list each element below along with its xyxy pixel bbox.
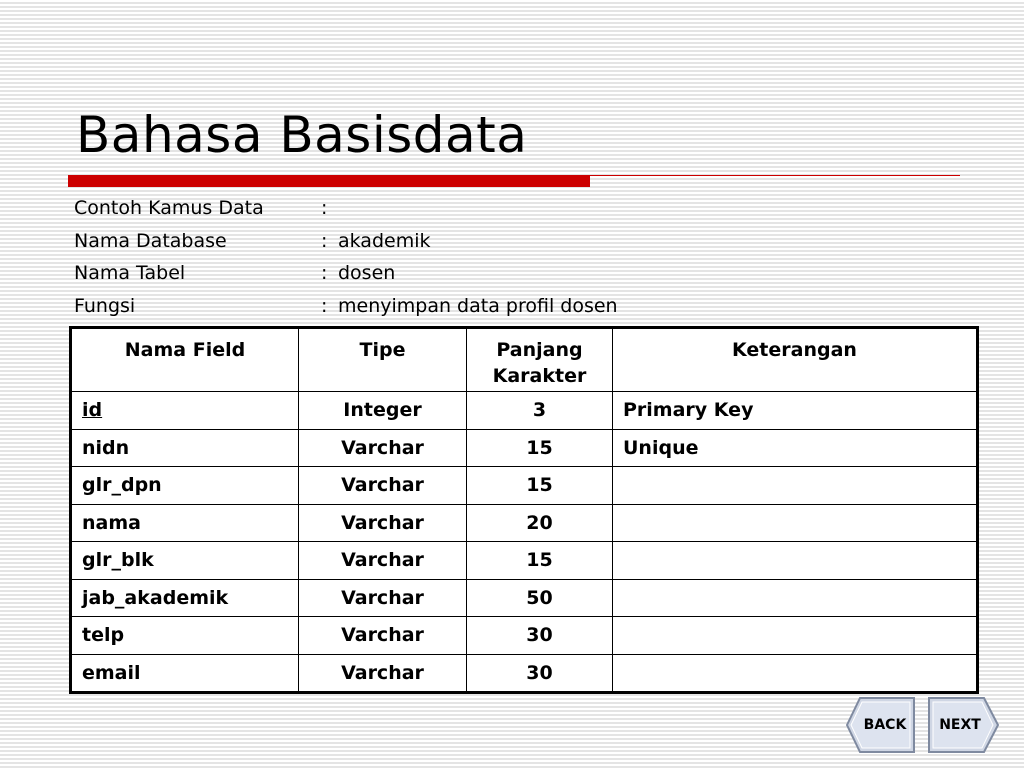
table-row [71, 429, 978, 467]
meta-value: menyimpan data profil dosen [338, 294, 618, 317]
back-button-label: BACK [863, 717, 907, 733]
cell-panjang: 3 [467, 392, 613, 430]
meta-row [74, 290, 618, 323]
column-header-tipe: Tipe [299, 328, 467, 392]
meta-row [74, 257, 618, 290]
cell-field: jab_akademik [71, 579, 299, 617]
cell-field: nama [71, 504, 299, 542]
meta-separator: : [321, 197, 328, 220]
meta-row [74, 192, 618, 225]
primary-key-field: id [82, 399, 103, 422]
cell-keterangan: Unique [613, 429, 978, 467]
meta-label: Fungsi [74, 294, 136, 317]
column-header-nama-field: Nama Field [71, 328, 299, 392]
table-row [71, 392, 978, 430]
meta-value: dosen [338, 262, 396, 285]
meta-row [74, 225, 618, 258]
cell-tipe: Varchar [299, 542, 467, 580]
column-header-panjang-karakter [467, 328, 613, 392]
cell-keterangan [613, 467, 978, 505]
table-row [71, 467, 978, 505]
cell-tipe: Varchar [299, 504, 467, 542]
cell-field: nidn [71, 429, 299, 467]
cell-panjang: 30 [467, 654, 613, 693]
next-button-label: NEXT [939, 717, 981, 733]
meta-separator: : [321, 294, 328, 317]
cell-field [71, 392, 299, 430]
cell-tipe: Varchar [299, 579, 467, 617]
meta-separator: : [321, 262, 328, 285]
cell-keterangan [613, 617, 978, 655]
cell-keterangan [613, 579, 978, 617]
data-dictionary-info [74, 192, 618, 322]
next-button[interactable] [928, 697, 1000, 753]
table-row [71, 542, 978, 580]
header-line: Karakter [492, 365, 587, 387]
cell-keterangan [613, 542, 978, 580]
table-row [71, 504, 978, 542]
table-row [71, 654, 978, 693]
meta-label: Nama Tabel [74, 262, 186, 285]
title-underline-thick [68, 175, 590, 187]
cell-field: telp [71, 617, 299, 655]
cell-keterangan [613, 504, 978, 542]
back-button[interactable] [846, 697, 916, 753]
cell-panjang: 30 [467, 617, 613, 655]
cell-tipe: Varchar [299, 467, 467, 505]
header-line: Panjang [496, 339, 583, 361]
cell-field: glr_blk [71, 542, 299, 580]
cell-field: glr_dpn [71, 467, 299, 505]
meta-separator: : [321, 229, 328, 252]
cell-tipe: Varchar [299, 654, 467, 693]
meta-value: akademik [338, 229, 431, 252]
data-dictionary-table [69, 326, 979, 694]
cell-panjang: 15 [467, 542, 613, 580]
slide-title: Bahasa Basisdata [76, 106, 528, 164]
cell-panjang: 20 [467, 504, 613, 542]
cell-field: email [71, 654, 299, 693]
cell-tipe: Varchar [299, 429, 467, 467]
column-header-keterangan: Keterangan [613, 328, 978, 392]
cell-panjang: 15 [467, 467, 613, 505]
cell-keterangan [613, 654, 978, 693]
cell-tipe: Integer [299, 392, 467, 430]
cell-panjang: 15 [467, 429, 613, 467]
title-underline-thin [590, 175, 960, 176]
meta-label: Nama Database [74, 229, 227, 252]
cell-keterangan: Primary Key [613, 392, 978, 430]
cell-tipe: Varchar [299, 617, 467, 655]
table-row [71, 617, 978, 655]
table-row [71, 579, 978, 617]
table-header-row [71, 328, 978, 392]
meta-label: Contoh Kamus Data [74, 197, 264, 220]
cell-panjang: 50 [467, 579, 613, 617]
